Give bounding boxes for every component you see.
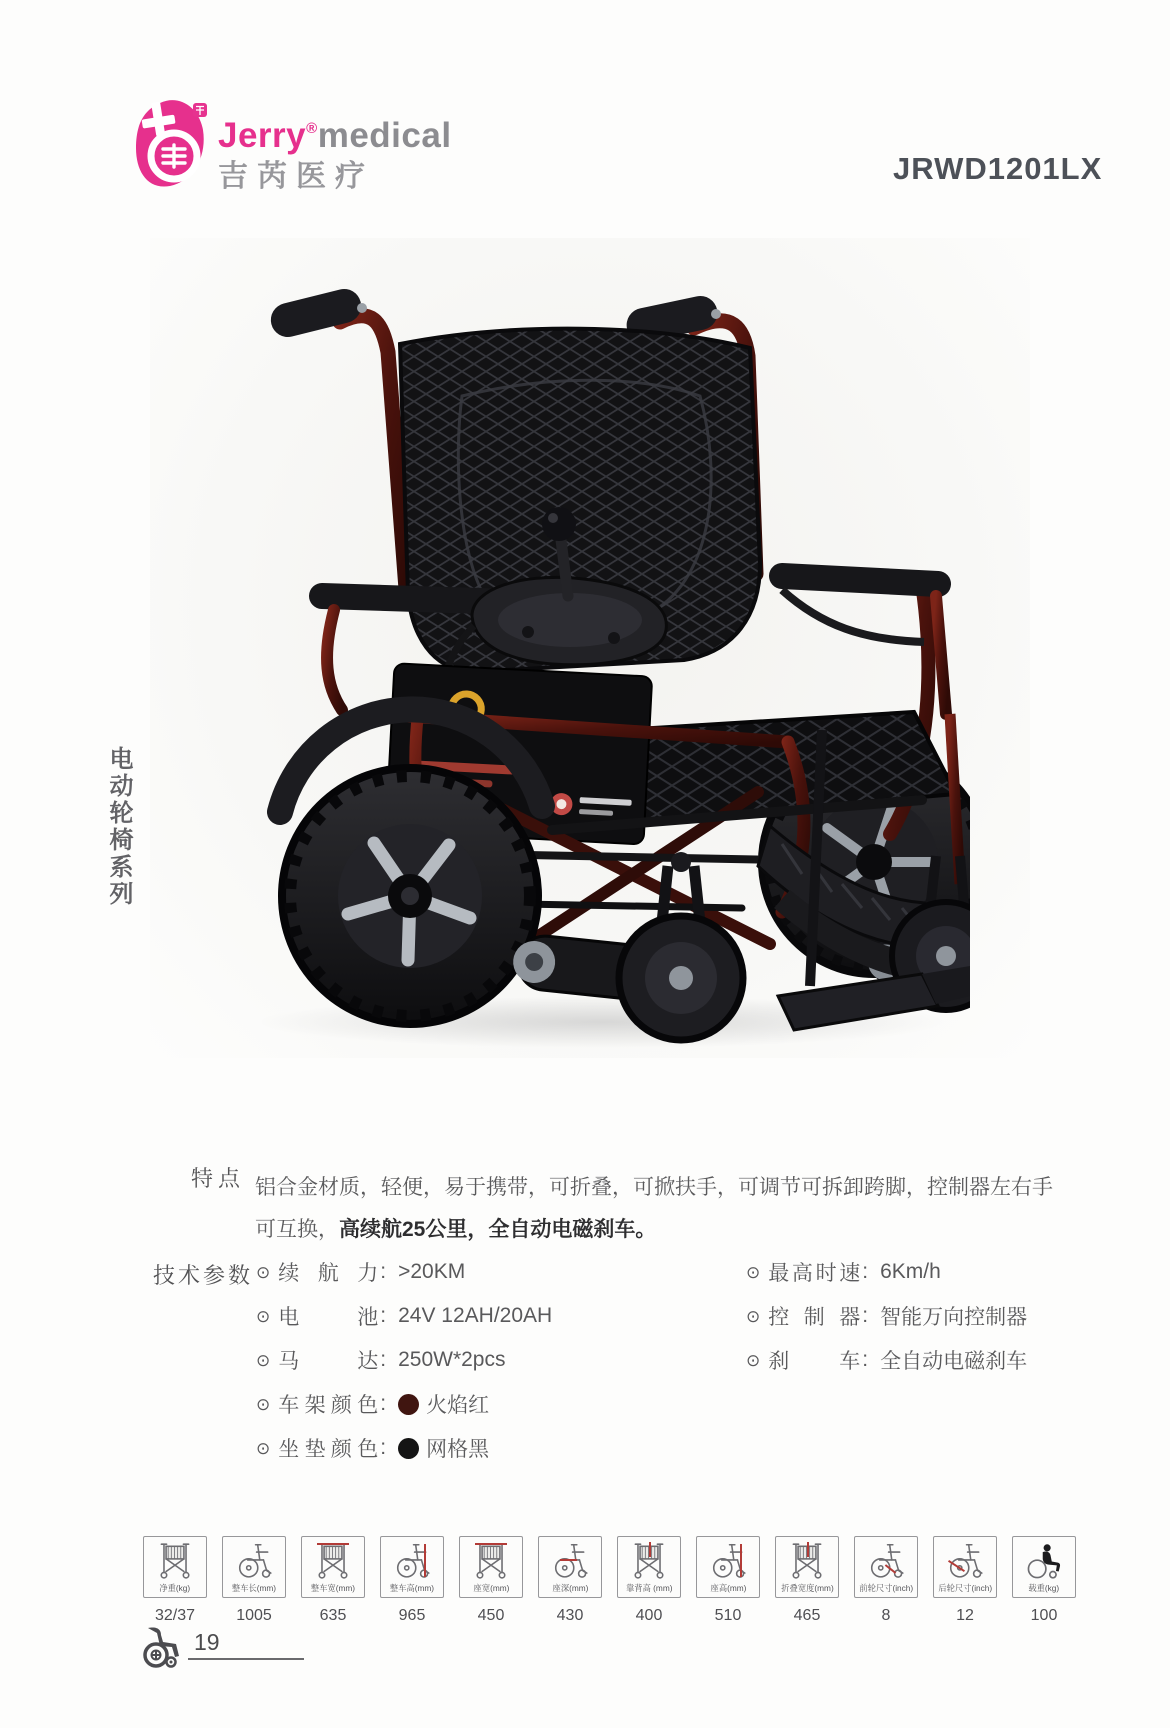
- spec-value: 12: [956, 1607, 974, 1624]
- tech-value: 火焰红: [426, 1394, 490, 1417]
- spec-label: 折叠宽度(mm): [780, 1583, 834, 1593]
- spec-value: 100: [1030, 1607, 1058, 1624]
- wheelchair-front-icon: [784, 1540, 830, 1582]
- spec-value: 450: [477, 1607, 505, 1624]
- spec-cell-length: [222, 1536, 286, 1625]
- bullet-icon: ⊙: [746, 1262, 761, 1282]
- wheelchair-photo: [222, 244, 970, 1056]
- bullet-icon: ⊙: [746, 1350, 761, 1370]
- bullet-icon: ⊙: [256, 1350, 271, 1370]
- colon: :: [862, 1348, 869, 1371]
- tech-value: 6Km/h: [880, 1260, 941, 1283]
- tech-row-battery: [256, 1294, 552, 1338]
- footer-rule: [188, 1658, 304, 1660]
- bullet-icon: ⊙: [256, 1394, 271, 1414]
- spec-value: 400: [635, 1607, 663, 1624]
- tech-term: 电池: [278, 1306, 379, 1329]
- colon: :: [380, 1304, 387, 1327]
- seated-person-icon: [1021, 1540, 1067, 1582]
- tech-row-max-speed: [746, 1250, 1027, 1294]
- spec-cell-folded-width: [775, 1536, 839, 1625]
- spec-value: 32/37: [154, 1607, 196, 1624]
- spec-label: 后轮尺寸(inch): [938, 1583, 992, 1593]
- spec-cell-load-capacity: [1012, 1536, 1076, 1625]
- wheelchair-side-icon: [547, 1540, 593, 1582]
- spec-cell-seat-width: [459, 1536, 523, 1625]
- spec-value: 965: [398, 1607, 426, 1624]
- spec-cell-front-wheel: [854, 1536, 918, 1625]
- tech-term: 车架颜色: [278, 1394, 379, 1417]
- features-line2: 可互换，: [255, 1218, 339, 1241]
- spec-label: 净重(kg): [159, 1583, 191, 1593]
- spec-value: 8: [881, 1607, 891, 1624]
- spec-label: 前轮尺寸(inch): [859, 1583, 913, 1593]
- spec-cell-width: [301, 1536, 365, 1625]
- tech-term: 续航力: [278, 1262, 379, 1285]
- colon: :: [380, 1436, 387, 1459]
- spec-strip: [143, 1536, 1076, 1625]
- tech-value: 24V 12AH/20AH: [398, 1304, 553, 1327]
- tech-value: 网格黑: [426, 1438, 490, 1461]
- tech-term: 最高时速: [768, 1262, 861, 1285]
- tech-term: 马达: [278, 1350, 379, 1373]
- colon: :: [862, 1260, 869, 1283]
- registered-mark: ®: [306, 120, 318, 137]
- tech-row-range: [256, 1250, 552, 1294]
- tech-row-motor: [256, 1338, 552, 1382]
- colon: :: [862, 1304, 869, 1327]
- tech-row-frame-color: [256, 1382, 552, 1426]
- spec-cell-net-weight: [143, 1536, 207, 1625]
- colon: :: [380, 1260, 387, 1283]
- colon: :: [380, 1392, 387, 1415]
- spec-cell-seat-depth: [538, 1536, 602, 1625]
- model-number: JRWD1201LX: [893, 151, 1103, 186]
- spec-label: 载重(kg): [1028, 1583, 1060, 1593]
- spec-value: 510: [714, 1607, 742, 1624]
- spec-value: 465: [793, 1607, 821, 1624]
- brand-en-primary: Jerry: [218, 116, 307, 155]
- tech-params-left-column: [256, 1250, 552, 1470]
- tech-term: 刹车: [768, 1350, 861, 1373]
- spec-label: 整车宽(mm): [310, 1583, 356, 1593]
- wheelchair-side-icon: [863, 1540, 909, 1582]
- brand-text: [218, 118, 452, 192]
- wheelchair-front-icon: [468, 1540, 514, 1582]
- brand-en-secondary: medical: [317, 116, 452, 155]
- tech-value: 250W*2pcs: [398, 1348, 506, 1371]
- tech-params-right-column: [746, 1250, 1027, 1382]
- tech-term: 坐垫颜色: [278, 1438, 379, 1461]
- brand-logo: [133, 95, 209, 191]
- features-line1: 铝合金材质，轻便，易于携带，可折叠，可掀扶手，可调节可拆卸跨脚，控制器左右手: [255, 1176, 1053, 1199]
- spec-label: 整车长(mm): [231, 1583, 277, 1593]
- cushion-color-swatch: [398, 1438, 419, 1459]
- tech-row-brake: [746, 1338, 1027, 1382]
- wheelchair-front-icon: [152, 1540, 198, 1582]
- features-label: 特点: [191, 1166, 246, 1191]
- page-number: 19: [194, 1629, 220, 1655]
- spec-cell-backrest-height: [617, 1536, 681, 1625]
- spec-value: 635: [319, 1607, 347, 1624]
- tech-row-controller: [746, 1294, 1027, 1338]
- wheelchair-side-icon: [705, 1540, 751, 1582]
- series-label: 电动轮椅系列: [105, 746, 132, 908]
- brand-name-en: [218, 118, 452, 153]
- page-wheelchair-icon: [140, 1625, 186, 1669]
- spec-label: 整车高(mm): [389, 1583, 435, 1593]
- frame-color-swatch: [398, 1394, 419, 1415]
- spec-value: 430: [556, 1607, 584, 1624]
- spec-label: 座宽(mm): [473, 1583, 509, 1593]
- wheelchair-side-icon: [389, 1540, 435, 1582]
- spec-label: 座深(mm): [552, 1583, 588, 1593]
- tech-value: >20KM: [398, 1260, 466, 1283]
- spec-cell-seat-height: [696, 1536, 760, 1625]
- tech-term: 控制器: [768, 1306, 861, 1329]
- wheelchair-side-icon: [942, 1540, 988, 1582]
- features-text: [255, 1167, 1070, 1251]
- spec-label: 座高(mm): [710, 1583, 746, 1593]
- wheelchair-side-icon: [231, 1540, 277, 1582]
- spec-cell-rear-wheel: [933, 1536, 997, 1625]
- tech-value: 全自动电磁刹车: [880, 1350, 1028, 1373]
- tech-row-cushion-color: [256, 1426, 552, 1470]
- tech-params-label: 技术参数: [153, 1263, 254, 1288]
- tech-value: 智能万向控制器: [880, 1306, 1028, 1329]
- rear-wheel-left: [282, 768, 538, 1024]
- spec-cell-height: [380, 1536, 444, 1625]
- bullet-icon: ⊙: [256, 1306, 271, 1326]
- bullet-icon: ⊙: [256, 1438, 271, 1458]
- brand-name-cn: 吉芮医疗: [218, 160, 374, 193]
- wheelchair-front-icon: [310, 1540, 356, 1582]
- features-line2-bold: 高续航25公里，全自动电磁刹车。: [339, 1218, 657, 1241]
- bullet-icon: ⊙: [256, 1262, 271, 1282]
- bullet-icon: ⊙: [746, 1306, 761, 1326]
- colon: :: [380, 1348, 387, 1371]
- spec-value: 1005: [236, 1607, 272, 1624]
- wheelchair-front-icon: [626, 1540, 672, 1582]
- spec-label: 靠背高 (mm): [625, 1583, 673, 1593]
